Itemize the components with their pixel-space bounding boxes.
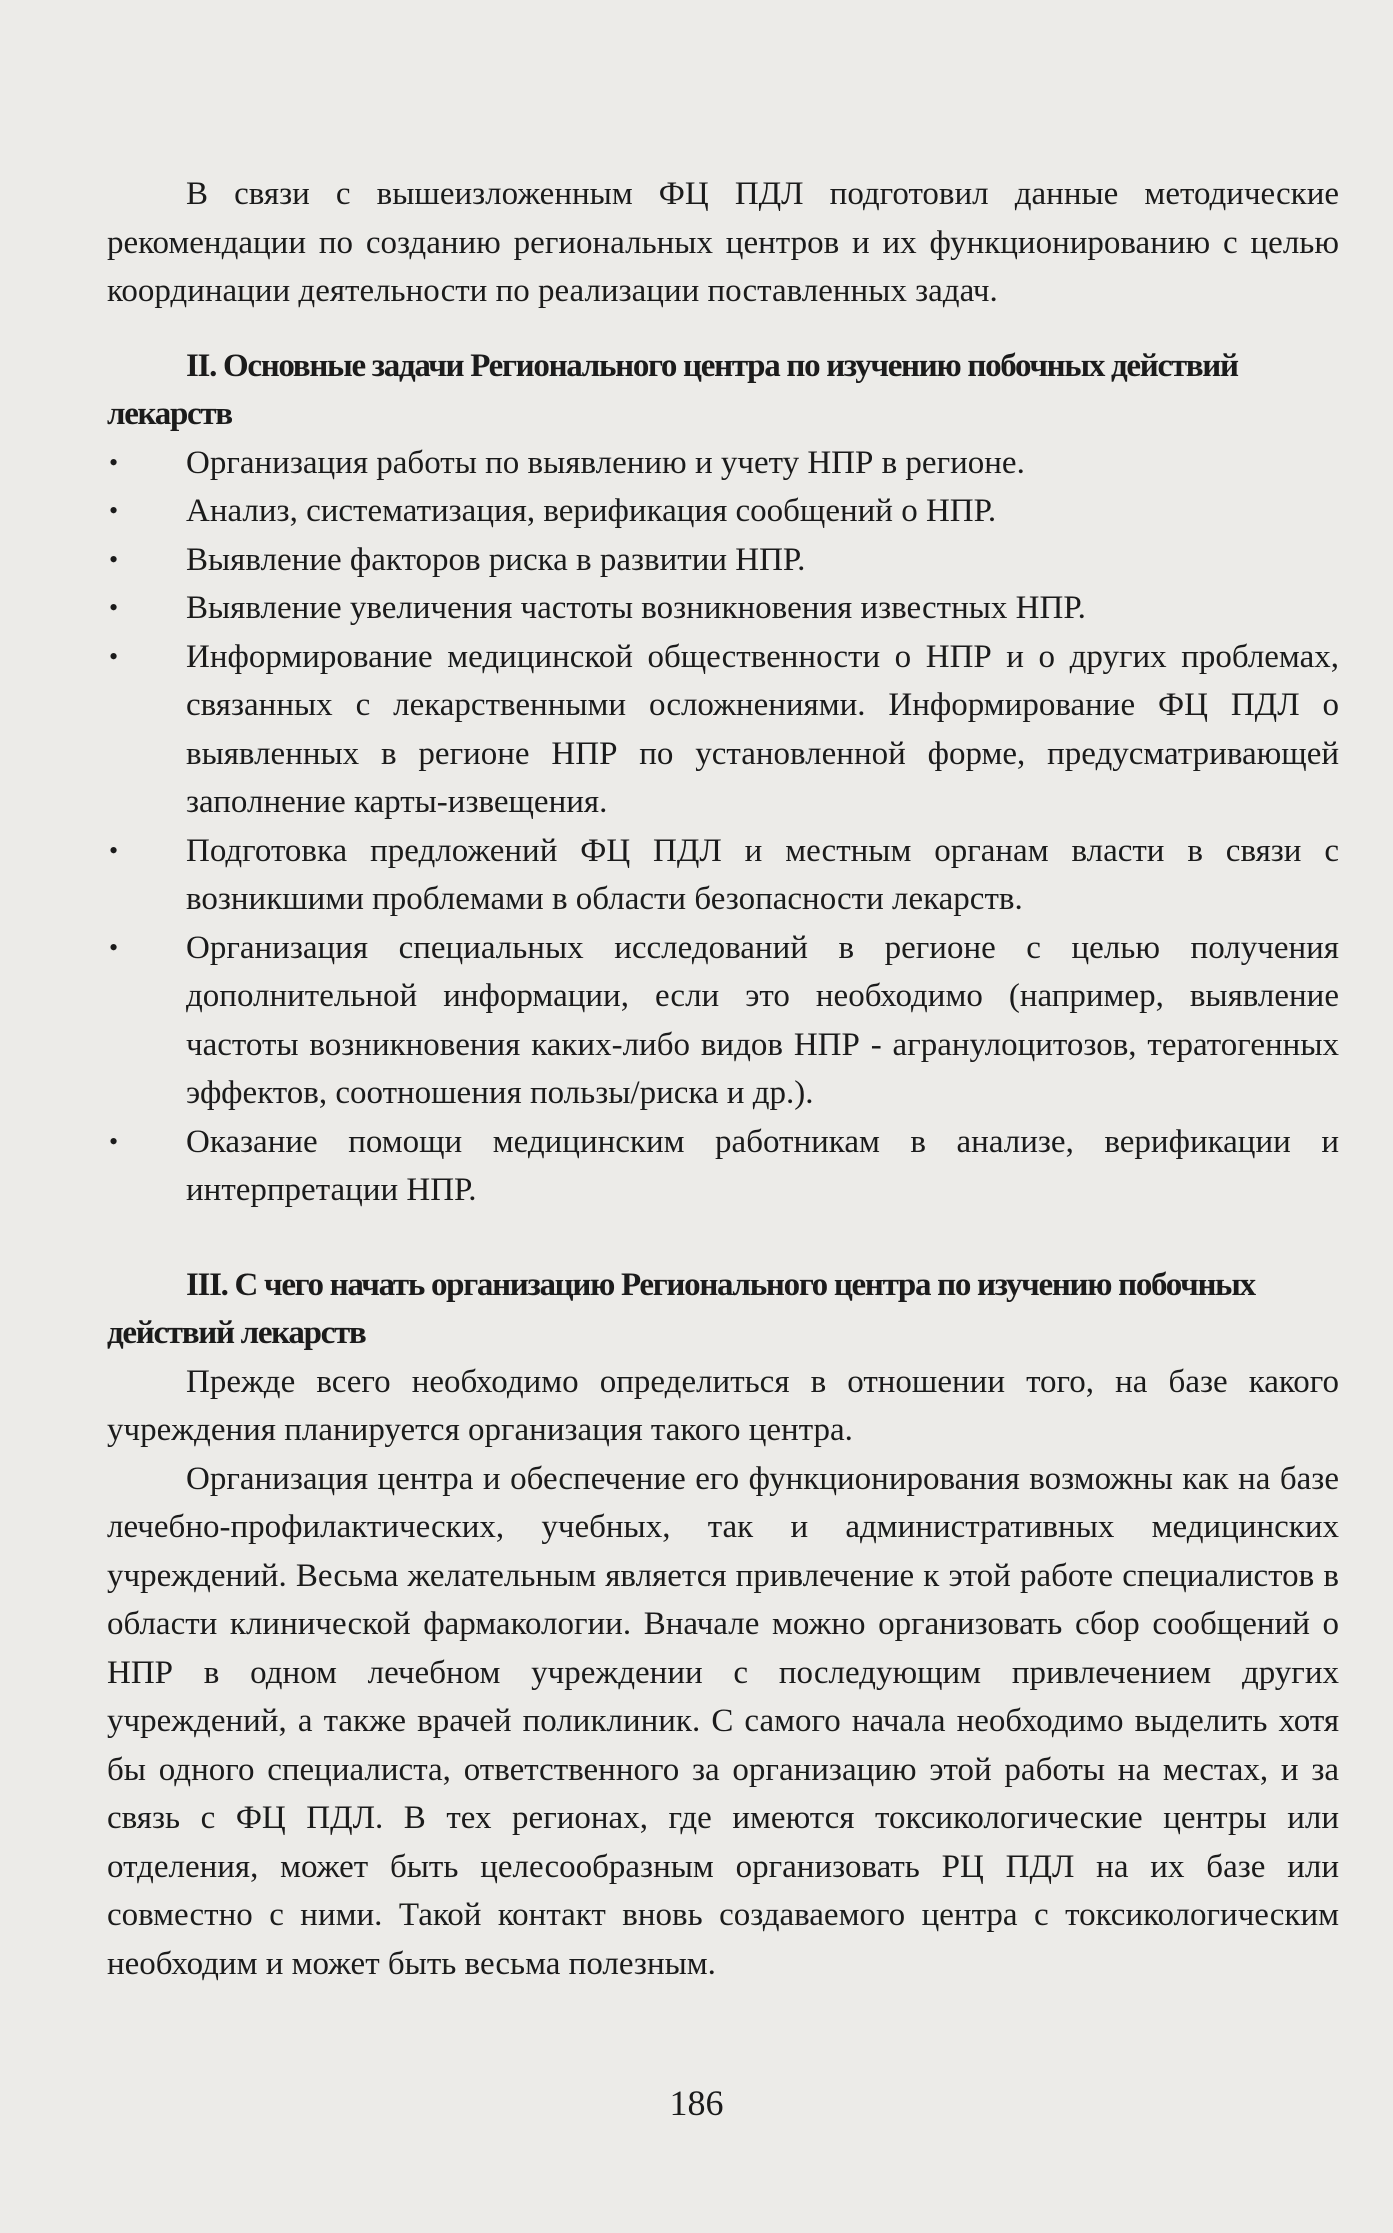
list-item-text: Анализ, систематизация, верификация сообщений о НПР. xyxy=(186,493,997,529)
bullet-icon: • xyxy=(109,641,119,671)
list-item-text: Информирование медицинской общественности о НПР и о других проблемах, связанных с лекарственными осложнениями. Информирование ФЦ ПДЛ о выявленных в регионе НПР по установленной форме, предусматривающей заполнение карты-извещения. xyxy=(186,638,1339,820)
bullet-icon: • xyxy=(109,544,119,574)
list-item xyxy=(107,536,1339,585)
section-2-heading: II. Основные задачи Регионального центра по изучению побочных действий лекарств xyxy=(107,347,1238,432)
list-item-text: Организация работы по выявлению и учету НПР в регионе. xyxy=(186,444,1025,481)
bullet-icon: • xyxy=(109,932,119,962)
list-item xyxy=(107,487,1339,536)
intro-paragraph: В связи с вышеизложенным ФЦ ПДЛ подготовил данные методические рекомендации по созданию региональных центров и их функционированию с целью координации деятельности по реализации поставленных задач. xyxy=(107,176,1339,309)
list-item xyxy=(107,924,1339,1118)
section-3-heading: III. С чего начать организацию Регионального центра по изучению побочных действий лекарств xyxy=(107,1266,1255,1351)
list-item-text: Выявление факторов риска в развитии НПР. xyxy=(186,541,806,578)
section-3-paragraph-2: Организация центра и обеспечение его функционирования возможны как на базе лечебно-профилактических, учебных, так и административных медицинских учреждений. Весьма желательным является привлечение к этой работе специалистов в области клинической фармакологии. Вначале можно организовать сбор сообщений о НПР в одном лечебном учреждении с последующим привлечением других учреждений, а также врачей поликлиник. С самого начала необходимо выделить хотя бы одного специалиста, ответственного за организацию этой работы на местах, и за связь с ФЦ ПДЛ. В тех регионах, где имеются токсикологические центры или отделения, может быть целесообразным организовать РЦ ПДЛ на их базе или совместно с ними. Такой контакт вновь создаваемого центра с токсикологическим необходим и может быть весьма полезным. xyxy=(107,1460,1339,1982)
bullet-icon: • xyxy=(109,1126,119,1156)
list-item-text: Подготовка предложений ФЦ ПДЛ и местным органам власти в связи с возникшими проблемами в области безопасности лекарств. xyxy=(186,832,1339,917)
section-2-task-list xyxy=(107,439,1339,1215)
list-item xyxy=(107,633,1339,827)
list-item xyxy=(107,439,1339,488)
bullet-icon: • xyxy=(109,447,119,477)
list-item xyxy=(107,584,1339,633)
bullet-icon: • xyxy=(109,835,119,865)
list-item-text: Организация специальных исследований в регионе с целью получения дополнительной информации, если это необходимо (например, выявление частоты возникновения каких-либо видов НПР - агранулоцитозов, тератогенных эффектов, соотношения пользы/риска и др.). xyxy=(186,929,1339,1111)
list-item xyxy=(107,827,1339,924)
list-item xyxy=(107,1118,1339,1215)
bullet-icon: • xyxy=(109,496,119,525)
page-number: 186 xyxy=(669,2083,724,2123)
section-3-paragraph-1: Прежде всего необходимо определиться в отношении того, на базе какого учреждения планируется организация такого центра. xyxy=(107,1363,1339,1448)
list-item-text: Оказание помощи медицинским работникам в анализе, верификации и интерпретации НПР. xyxy=(186,1123,1339,1208)
list-item-text: Выявление увеличения частоты возникновения известных НПР. xyxy=(186,590,1086,626)
page-content xyxy=(107,170,1339,1988)
bullet-icon: • xyxy=(109,593,119,622)
